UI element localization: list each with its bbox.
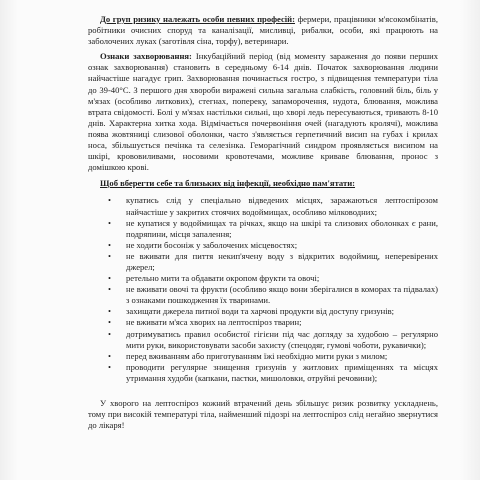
bullet-icon: • [108, 328, 112, 339]
list-item: • не вживати м'яса хворих на лептоспіроз тварин; [108, 317, 302, 328]
list-item: • ретельно мити та обдавати окропом фрукти та овочі; [108, 273, 320, 284]
bullet-icon: • [108, 284, 112, 295]
bullet-icon: • [108, 306, 112, 317]
symptoms-lead: Ознаки захворювання: [100, 51, 192, 62]
list-item: • не ходити босоніж у заболочених місцевостях; [108, 239, 298, 250]
bullet-icon: • [108, 195, 112, 206]
list-item: • захищати джерела питної води та харчові продукти від доступу гризунів; [108, 306, 395, 317]
bullet-icon: • [108, 350, 112, 361]
bullet-icon: • [108, 239, 112, 250]
bullet-icon: • [108, 273, 112, 284]
bullet-icon: • [108, 217, 112, 228]
list-item: • не купатися у водоймищах та річках, якщо на шкірі та слизових оболонках є рани, подряпини, місця запалення; [108, 217, 438, 239]
list-item: • купатись слід у спеціально відведених місцях, заражаються лептоспірозом найчастіше у закритих стоячих водоймищах, особливо мілководних; [108, 195, 438, 217]
closing-paragraph: У хворого на лептоспіроз кожний втрачений день збільшує ризик розвитку ускладнень, тому при високій температурі тіла, найменший підозрі на лептоспіроз слід негайно звернутися до лікаря! [88, 398, 438, 431]
risk-groups-lead: До груп ризику належать особи певних професій: [100, 14, 295, 24]
list-item: • не вживати для пиття некип'ячену воду з відкритих водоймищ, неперевірених джерел; [108, 250, 438, 272]
list-item: • не вживати овочі та фрукти (особливо якщо вони зберігалися в коморах та підвалах) з ознаками пошкодження їх тваринами. [108, 284, 438, 306]
prevention-list [88, 195, 438, 384]
list-item: • перед вживанням або приготуванням їжі необхідно мити руки з милом; [108, 350, 388, 361]
bullet-icon: • [108, 361, 112, 372]
symptoms-text: Інкубаційний період (від моменту зараження до появи перших ознак захворювання) становить в середньому 6-14 днів. Початок захворювання людини найчастіше нагадує грип. Захворювання починається гостро, з підвищення температури тіла до 39-40°С. З першого дня хвороби виражені сильна загальна слабкість, головний біль, біль у м'язах (особливо литкових), стегнах, попереку, запаморочення, нудота, блювання, можлива втрата свідомості. Болі у м'язах настільки сильні, що хворі ледь пересуваються, тривають 8-10 днів. Характерна хитка хода. Відмічається почервоніння очей (нагадують кролячі), можлива поява жовтяниці слизової оболонки, часто з'являється герпетичний висип на губах і крилах носа, збільшується печінка та селезінка. Геморагічний синдром проявляється висипом на шкірі, крововиливами, носовими кровотечами, можливе криваве блювання, пронос з домішкою крові. [88, 51, 439, 173]
bullet-icon: • [108, 250, 112, 261]
risk-groups-paragraph [88, 14, 438, 47]
prevention-heading: Щоб вберегти себе та близьких від інфекції, необхідно пам'ятати: [100, 178, 356, 189]
bullet-icon: • [108, 317, 112, 328]
risk-groups-text: фермери, працівники м'ясокомбінатів, робітники очисних споруд та каналізації, мисливці, рибалки, особи, які працюють на заболочених луках (заготівля сіна, торфу), ветеринари. [88, 14, 438, 47]
list-item: • проводити регулярне знищення гризунів у житлових приміщеннях та місцях утримання худоби (капкани, пастки, мишоловки, отруйні речовини); [108, 361, 438, 383]
symptoms-paragraph [88, 51, 438, 173]
list-item: • дотримуватись правил особистої гігієни під час догляду за худобою – регулярно мити руки, використовувати засоби захисту (спецодяг, гумові чоботи, рукавички); [108, 328, 438, 350]
